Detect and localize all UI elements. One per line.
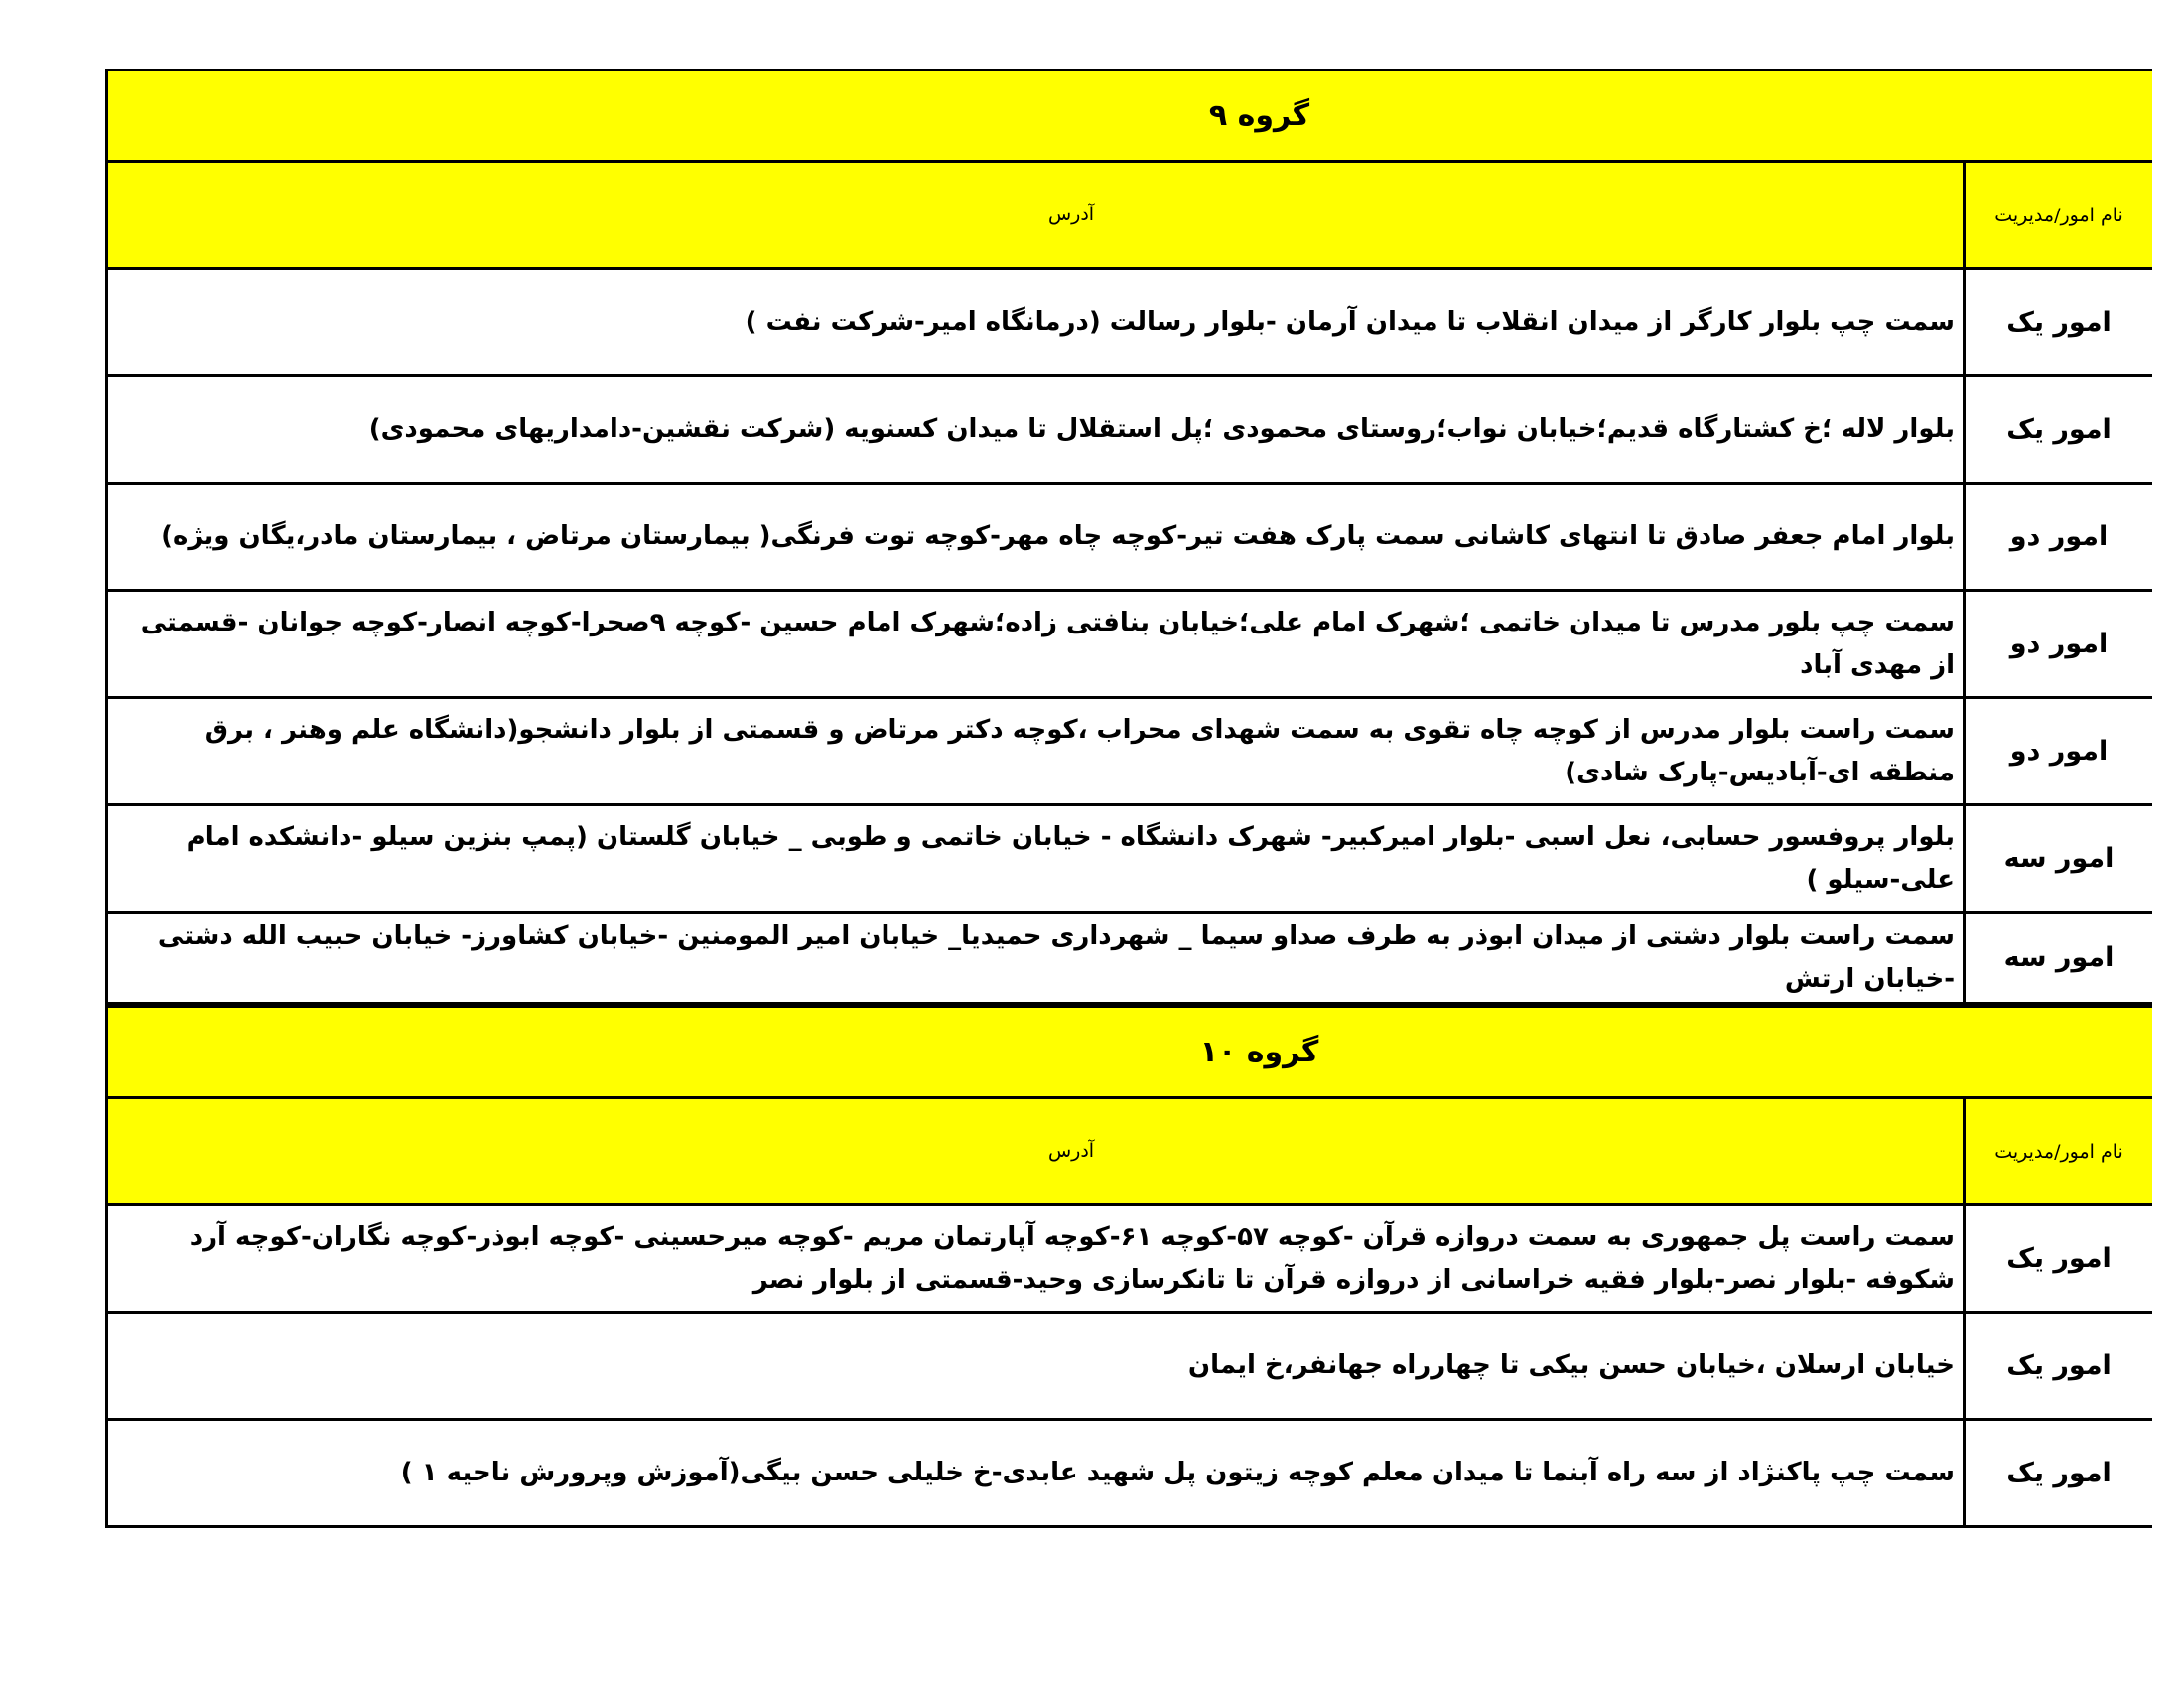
address-cell: سمت راست بلوار مدرس از کوچه چاه تقوی به سمت شهدای محراب ،کوچه دکتر مرتاض و قسمتی از بلوار دانشجو(دانشگاه علم وهنر ، برق منطقه ای-آبادیس-پارک شادی) (205, 714, 1955, 787)
table-row (105, 699, 2152, 806)
address-cell: سمت چپ پاکنژاد از سه راه آبنما تا میدان معلم کوچه زیتون پل شهید عابدی-خ خلیلی حسن بیگی(آموزش وپرورش ناحیه ۱ ) (400, 1458, 1955, 1488)
address-cell: بلوار امام جعفر صادق تا انتهای کاشانی سمت پارک هفت تیر-کوچه چاه مهر-کوچه توت فرنگی( بیمارستان مرتاض ، بیمارستان مادر،یگان ویژه) (161, 521, 1955, 552)
column-header-row (105, 163, 2152, 270)
table-row (105, 592, 2152, 699)
address-cell: بلوار پروفسور حسابی، نعل اسبی -بلوار امیرکبیر- شهرک دانشگاه - خیابان خاتمی و طوبی _ خیابان گلستان (پمپ بنزین سیلو -دانشکده امام علی-سیلو ) (186, 821, 1955, 895)
address-cell: سمت چپ بلوار کارگر از میدان انقلاب تا میدان آرمان -بلوار رسالت (درمانگاه امیر-شرکت نفت ) (745, 307, 1955, 338)
group-title: گروه ۹ (105, 69, 2152, 163)
address-cell: سمت راست پل جمهوری به سمت دروازه قرآن -کوچه ۵۷-کوچه ۶۱-کوچه آپارتمان مریم -کوچه میرحسینی -کوچه ابوذر-کوچه نگاران-کوچه آرد شکوفه -بلوار نصر-بلوار فقیه خراسانی از دروازه قرآن تا تانکرسازی وحید-قسمتی از بلوار نصر (189, 1221, 1955, 1295)
unit-cell: امور یک (1963, 1206, 2152, 1311)
unit-cell: امور دو (1963, 699, 2152, 803)
table-row (105, 1206, 2152, 1314)
address-cell: بلوار لاله ؛خ کشتارگاه قدیم؛خیابان نواب؛روستای محمودی ؛پل استقلال تا میدان کسنویه (شرکت نقشین-دامداریهای محمودی) (368, 414, 1955, 445)
unit-cell: امور سه (1963, 806, 2152, 911)
table-row (105, 1314, 2152, 1421)
unit-cell: امور سه (1963, 914, 2152, 1002)
address-cell: خیابان ارسلان ،خیابان حسن بیکی تا چهارراه جهانفر،خ ایمان (1187, 1350, 1955, 1381)
table-row (105, 270, 2152, 377)
table-row (105, 485, 2152, 592)
address-cell: سمت راست بلوار دشتی از میدان ابوذر به طرف صداو سیما _ شهرداری حمیدیا_ خیابان امیر المومنین -خیابان کشاورز- خیابان حبیب الله دشتی -خیابان ارتش (157, 920, 1955, 994)
unit-cell: امور یک (1963, 270, 2152, 374)
unit-cell: امور یک (1963, 377, 2152, 482)
unit-cell: امور یک (1963, 1421, 2152, 1525)
header-address: آدرس (1047, 1139, 1095, 1162)
table-row (105, 806, 2152, 914)
address-cell: سمت چپ بلور مدرس تا میدان خاتمی ؛شهرک امام علی؛خیابان بنافتی زاده؛شهرک امام حسین -کوچه ۹صحرا-کوچه انصار-کوچه جوانان -قسمتی از مهدی آباد (140, 607, 1955, 680)
table-row (105, 377, 2152, 485)
outage-schedule-table (105, 69, 2152, 1528)
table-row (105, 1421, 2152, 1528)
header-unit: نام امور/مدیریت (1963, 1099, 2152, 1203)
unit-cell: امور یک (1963, 1314, 2152, 1418)
unit-cell: امور دو (1963, 485, 2152, 589)
header-unit: نام امور/مدیریت (1963, 163, 2152, 267)
table-row (105, 914, 2152, 1005)
column-header-row (105, 1099, 2152, 1206)
group-title: گروه ۱۰ (105, 1005, 2152, 1099)
header-address: آدرس (1047, 203, 1095, 225)
unit-cell: امور دو (1963, 592, 2152, 696)
